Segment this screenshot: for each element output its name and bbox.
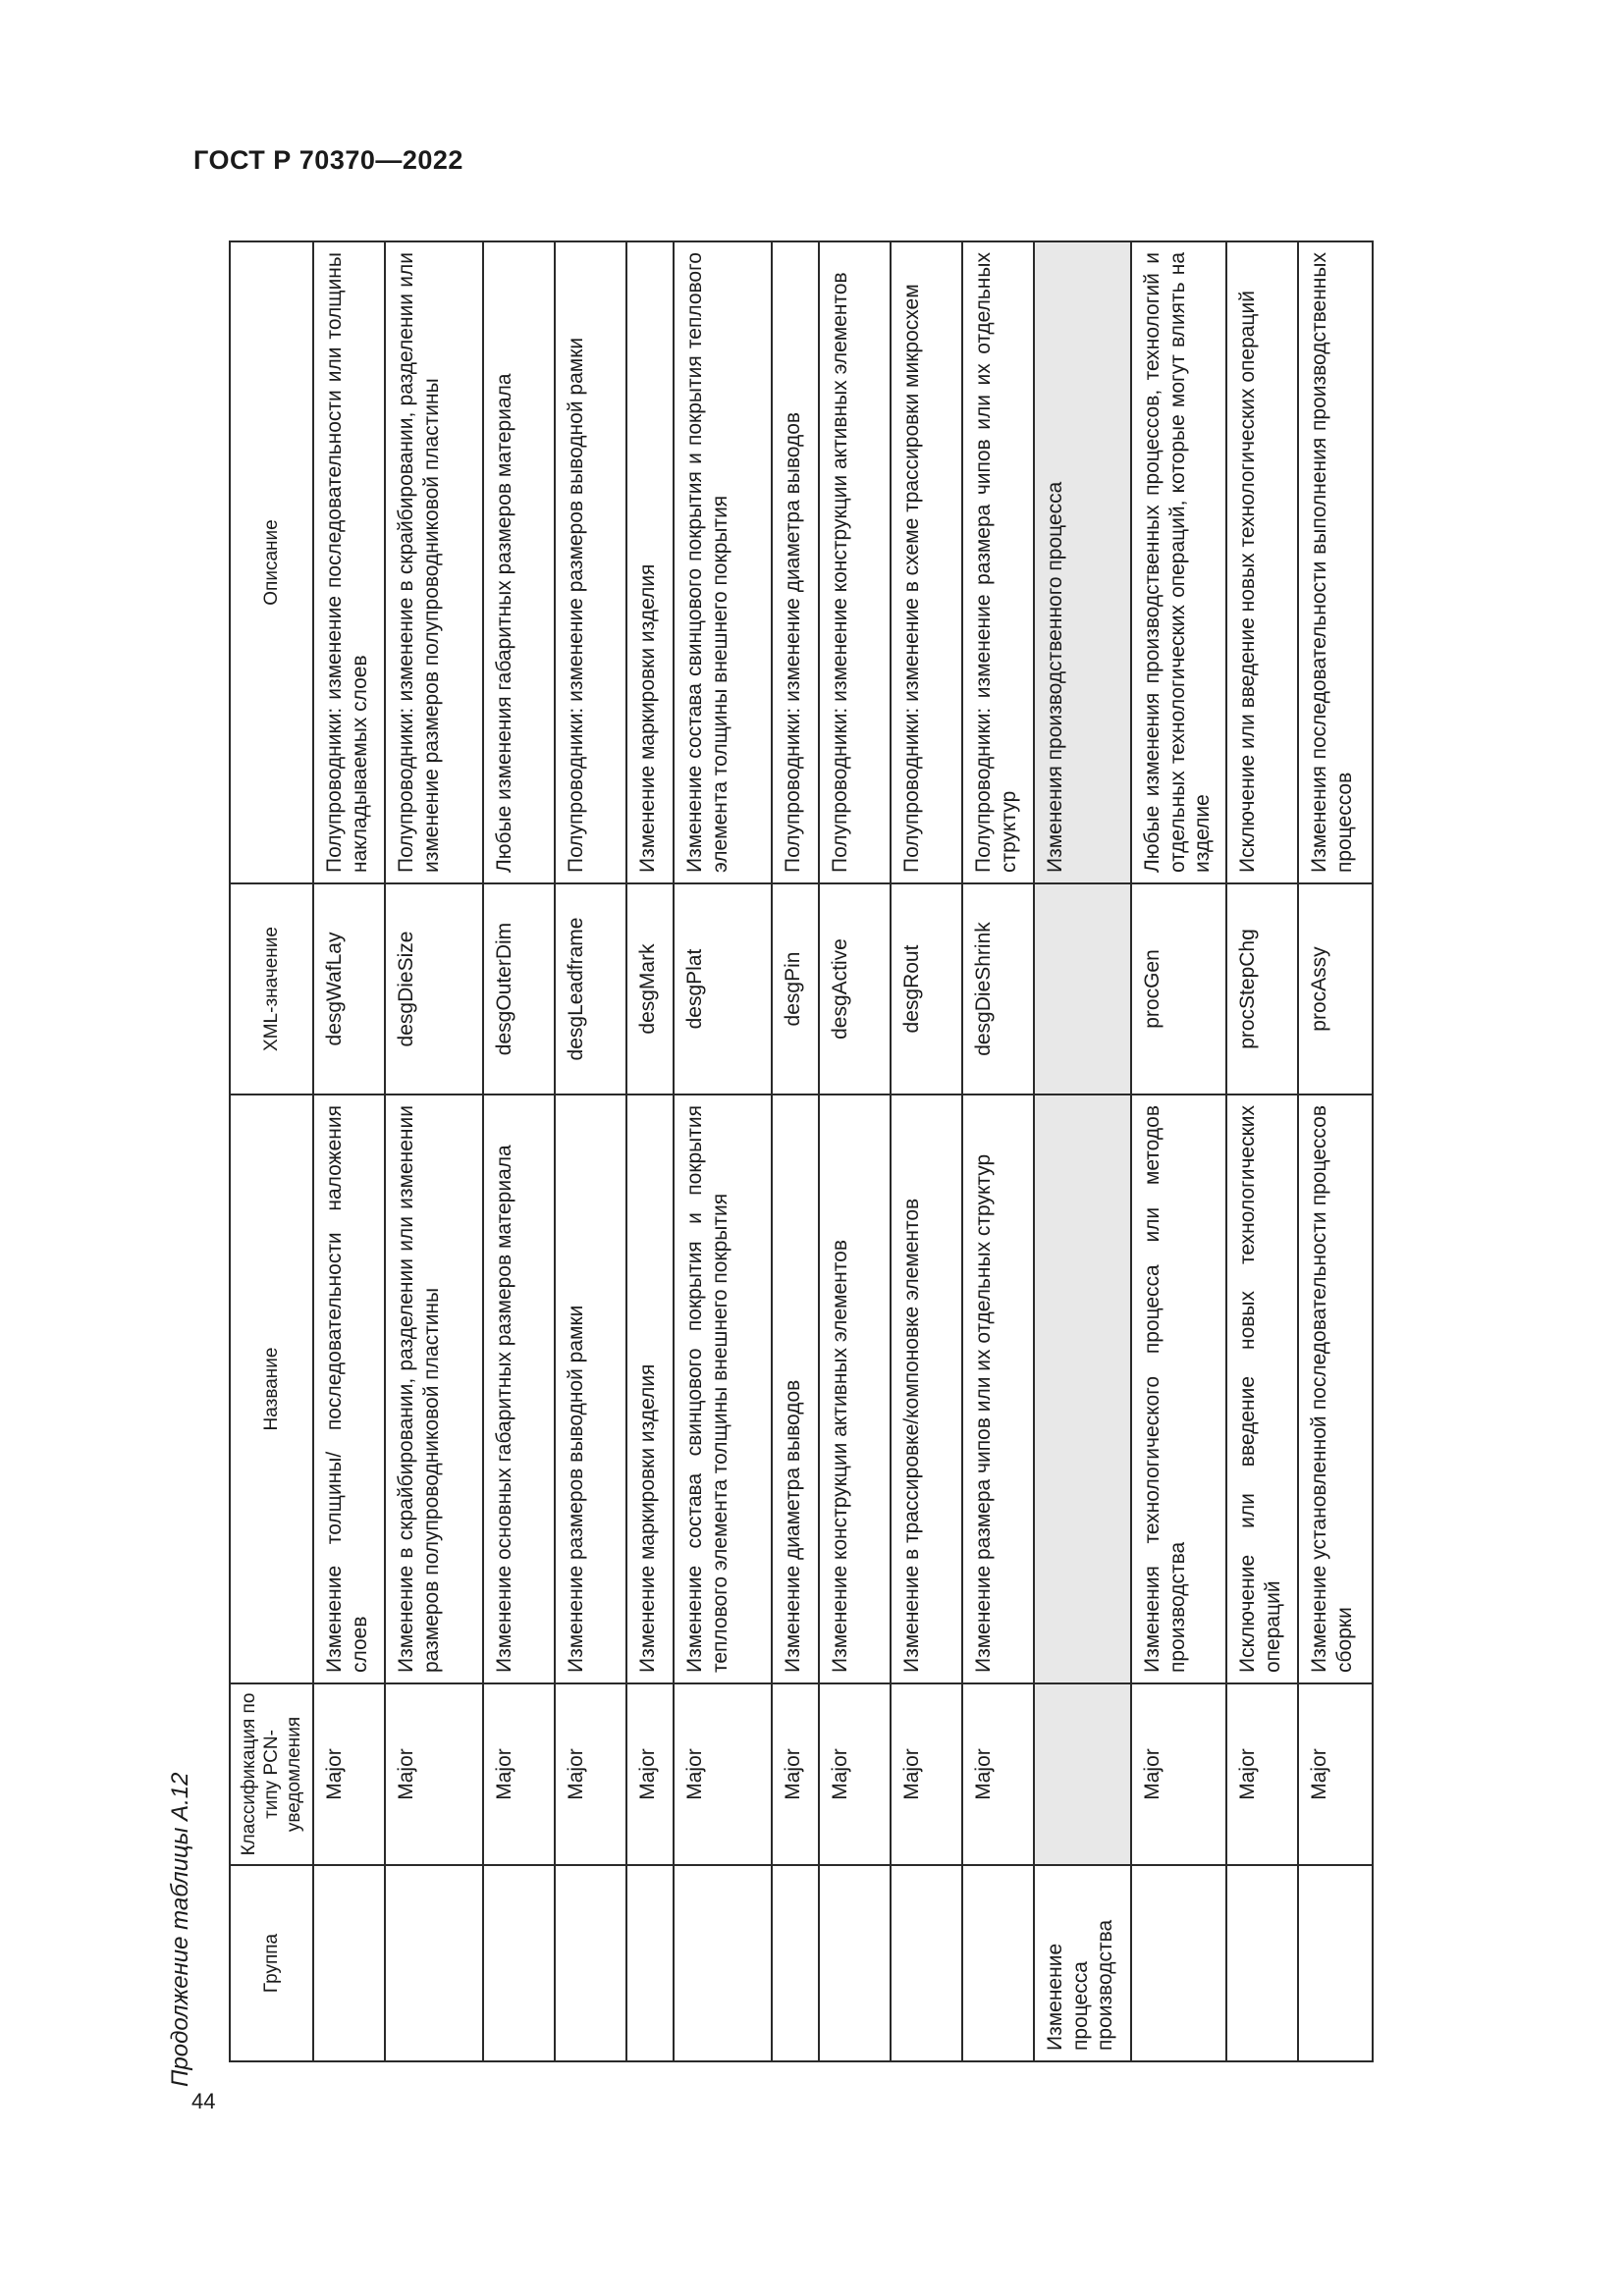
page-number: 44 [191, 2089, 216, 2113]
group-cell [313, 1865, 385, 2061]
name-cell: Изменение толщины/ последовательности наложения слоев [313, 1095, 385, 1683]
classification-cell: Major [1298, 1683, 1373, 1865]
header-name: Название [230, 1095, 313, 1683]
description-cell: Полупроводники: изменение размера чипов или их отдельных структур [962, 241, 1034, 883]
table-row [819, 241, 891, 2061]
xml-value-cell: desgPin [772, 883, 819, 1095]
xml-value-cell [1034, 883, 1131, 1095]
name-cell: Изменение размера чипов или их отдельных структур [962, 1095, 1034, 1683]
name-cell: Изменение в трассировке/компоновке элементов [891, 1095, 962, 1683]
table-row [1131, 241, 1226, 2061]
classification-cell: Major [313, 1683, 385, 1865]
xml-value-cell: desgActive [819, 883, 891, 1095]
description-cell: Изменение состава свинцового покрытия и покрытия теплового элемента толщины внешнего покрытия [674, 241, 772, 883]
document-header: ГОСТ Р 70370—2022 [193, 145, 463, 175]
table-row [1298, 241, 1373, 2061]
group-cell [1131, 1865, 1226, 2061]
classification-cell: Major [891, 1683, 962, 1865]
group-cell [555, 1865, 626, 2061]
group-cell [772, 1865, 819, 2061]
xml-value-cell: desgMark [626, 883, 674, 1095]
table-row [1226, 241, 1298, 2061]
table-row [772, 241, 819, 2061]
classification-cell [1034, 1683, 1131, 1865]
classification-cell: Major [1131, 1683, 1226, 1865]
name-cell: Изменение состава свинцового покрытия и покрытия теплового элемента толщины внешнего покрытия [674, 1095, 772, 1683]
classification-cell: Major [674, 1683, 772, 1865]
name-cell: Изменение основных габаритных размеров материала [483, 1095, 555, 1683]
description-cell: Изменения последовательности выполнения производственных процессов [1298, 241, 1373, 883]
description-cell: Полупроводники: изменение размеров выводной рамки [555, 241, 626, 883]
name-cell: Изменения технологического процесса или методов производства [1131, 1095, 1226, 1683]
group-cell [1226, 1865, 1298, 2061]
name-cell: Изменение установленной последовательности процессов сборки [1298, 1095, 1373, 1683]
description-cell: Полупроводники: изменение в скрайбировании, разделении или изменение размеров полупроводниковой пластины [385, 241, 483, 883]
description-cell: Полупроводники: изменение в схеме трассировки микросхем [891, 241, 962, 883]
table-row [626, 241, 674, 2061]
table-row [313, 241, 385, 2061]
classification-cell: Major [555, 1683, 626, 1865]
classification-cell: Major [962, 1683, 1034, 1865]
classification-cell: Major [819, 1683, 891, 1865]
name-cell [1034, 1095, 1131, 1683]
name-cell: Изменение размеров выводной рамки [555, 1095, 626, 1683]
table-row [555, 241, 626, 2061]
name-cell: Изменение диаметра выводов [772, 1095, 819, 1683]
classification-cell: Major [483, 1683, 555, 1865]
table-row [674, 241, 772, 2061]
xml-value-cell: desgWafLay [313, 883, 385, 1095]
name-cell: Изменение конструкции активных элементов [819, 1095, 891, 1683]
xml-value-cell: procGen [1131, 883, 1226, 1095]
table-caption: Продолжение таблицы А.12 [167, 1772, 193, 2087]
table-row [891, 241, 962, 2061]
xml-value-cell: desgDieSize [385, 883, 483, 1095]
name-cell: Изменение в скрайбировании, разделении или изменении размеров полупроводниковой пластины [385, 1095, 483, 1683]
header-group: Группа [230, 1865, 313, 2061]
classification-cell: Major [626, 1683, 674, 1865]
xml-value-cell: desgRout [891, 883, 962, 1095]
header-description: Описание [230, 241, 313, 883]
header-classification: Классификация по типу PCN-уведомления [230, 1683, 313, 1865]
description-cell: Исключение или введение новых технологических операций [1226, 241, 1298, 883]
table-header-row [230, 241, 313, 2061]
description-cell: Полупроводники: изменение конструкции активных элементов [819, 241, 891, 883]
group-cell [891, 1865, 962, 2061]
classification-cell: Major [385, 1683, 483, 1865]
group-cell [483, 1865, 555, 2061]
group-cell [819, 1865, 891, 2061]
xml-value-cell: desgOuterDim [483, 883, 555, 1095]
description-cell: Изменения производственного процесса [1034, 241, 1131, 883]
group-cell [385, 1865, 483, 2061]
table-row [1034, 241, 1131, 2061]
header-xml: XML-значение [230, 883, 313, 1095]
description-cell: Полупроводники: изменение последовательности или толщины накладываемых слоев [313, 241, 385, 883]
description-cell: Полупроводники: изменение диаметра выводов [772, 241, 819, 883]
xml-value-cell: procStepChg [1226, 883, 1298, 1095]
rotated-page-content [167, 222, 1443, 2087]
group-cell: Изменение процесса производства [1034, 1865, 1131, 2061]
table-row [483, 241, 555, 2061]
table-row [962, 241, 1034, 2061]
xml-value-cell: desgPlat [674, 883, 772, 1095]
description-cell: Любые изменения габаритных размеров материала [483, 241, 555, 883]
name-cell: Изменение маркировки изделия [626, 1095, 674, 1683]
group-cell [962, 1865, 1034, 2061]
description-cell: Любые изменения производственных процессов, технологий и отдельных технологических операций, которые могут влиять на изделие [1131, 241, 1226, 883]
xml-value-cell: procAssy [1298, 883, 1373, 1095]
table-body [313, 241, 1373, 2061]
table-row [385, 241, 483, 2061]
classification-cell: Major [772, 1683, 819, 1865]
xml-value-cell: desgLeadframe [555, 883, 626, 1095]
group-cell [626, 1865, 674, 2061]
description-cell: Изменение маркировки изделия [626, 241, 674, 883]
xml-value-cell: desgDieShrink [962, 883, 1034, 1095]
group-cell [674, 1865, 772, 2061]
name-cell: Исключение или введение новых технологических операций [1226, 1095, 1298, 1683]
classification-cell: Major [1226, 1683, 1298, 1865]
classification-table [229, 240, 1374, 2062]
group-cell [1298, 1865, 1373, 2061]
